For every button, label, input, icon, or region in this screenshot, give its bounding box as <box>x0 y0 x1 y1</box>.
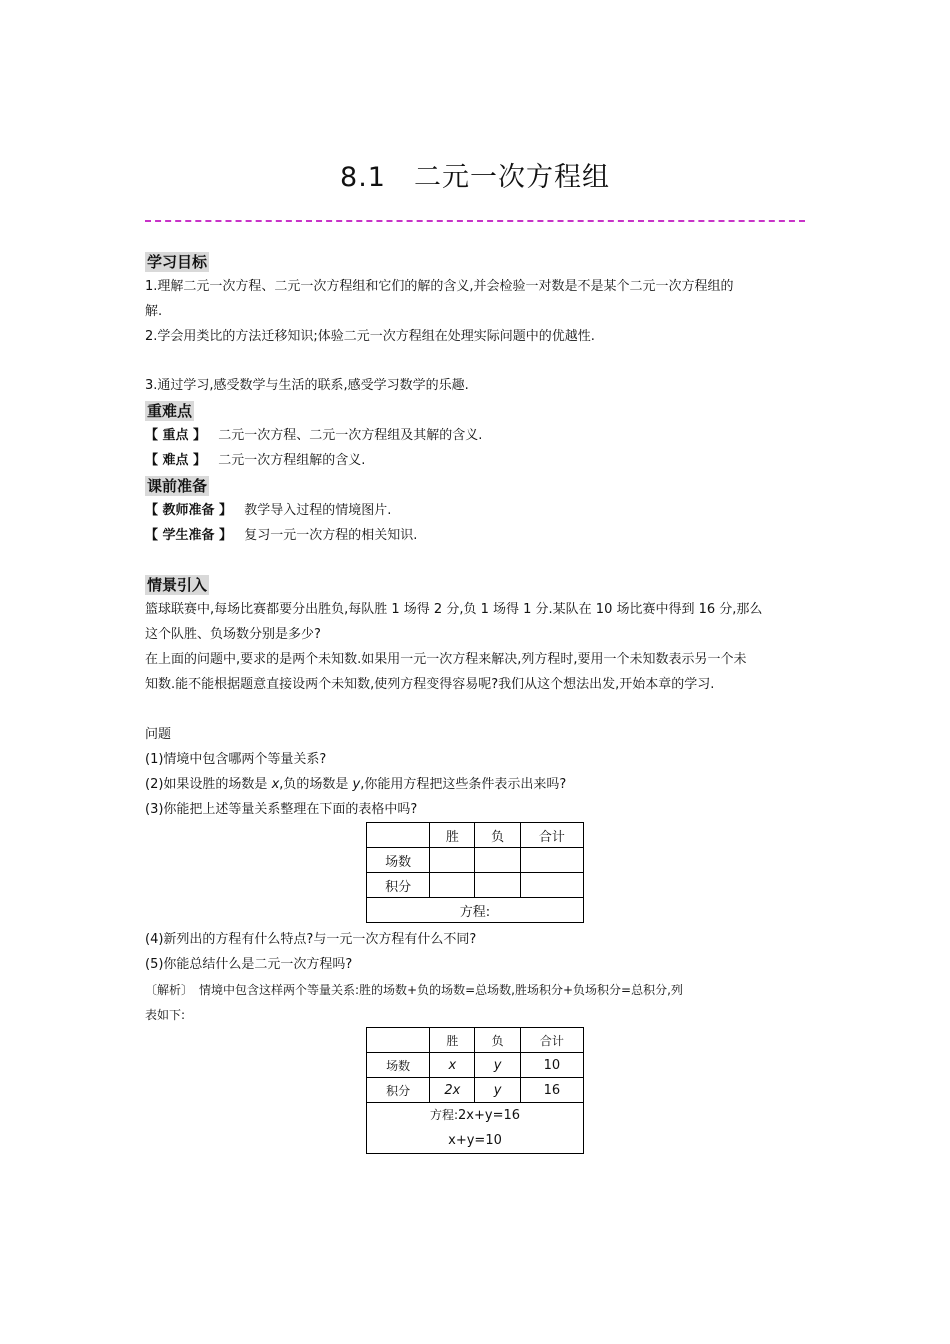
question-1: (1)情境中包含哪两个等量关系? <box>145 752 327 767</box>
question-5: (5)你能总结什么是二元一次方程吗? <box>145 957 353 972</box>
goal-line: 3.通过学习,感受数学与生活的联系,感受学习数学的乐趣. <box>145 378 469 393</box>
table-row <box>367 1103 584 1154</box>
teacher-prep-text: 教学导入过程的情境图片. <box>244 503 392 518</box>
teacher-prep-line <box>145 501 815 521</box>
question-2-part: (2)如果设胜的场数是 <box>145 777 272 792</box>
equation-2: x+y=10 <box>448 1133 502 1148</box>
table-cell <box>430 848 475 873</box>
section-heading-intro: 情景引入 <box>147 576 208 594</box>
cell-value: 2x <box>444 1082 461 1098</box>
table-header-cell: 胜 <box>430 823 475 848</box>
teacher-prep-label: 【 教师准备 】 <box>145 503 233 518</box>
question-4: (4)新列出的方程有什么特点?与一元一次方程有什么不同? <box>145 932 477 947</box>
table-header-cell: 胜 <box>430 1028 475 1053</box>
table-cell <box>430 1078 475 1103</box>
table-header-cell: 合计 <box>520 1028 583 1053</box>
equation-label: 方程: <box>429 1108 459 1122</box>
intro-line: 知数.能不能根据题意直接设两个未知数,使列方程变得容易呢?我们从这个想法出发,开始本章的学习. <box>145 677 715 692</box>
focus-label: 【 重点 】 <box>145 428 207 443</box>
table-cell <box>475 1078 520 1103</box>
table-footer: 方程: <box>367 898 584 923</box>
dashed-divider <box>145 220 805 222</box>
analysis-line: 表如下: <box>145 1008 186 1022</box>
table-row <box>367 898 584 923</box>
table-cell <box>475 848 520 873</box>
intro-line: 篮球联赛中,每场比赛都要分出胜负,每队胜 1 场得 2 分,负 1 场得 1 分.某队在 10 场比赛中得到 16 分,那么 <box>145 602 763 617</box>
table-cell <box>520 848 583 873</box>
table-row <box>367 1078 584 1103</box>
section-heading-key: 重难点 <box>147 402 193 420</box>
table-cell: 10 <box>520 1053 583 1078</box>
equation-text: 2x+y=16 <box>458 1108 521 1123</box>
goal-line: 解. <box>145 304 163 319</box>
analysis-line: 〔解析〕 情境中包含这样两个等量关系:胜的场数+负的场数=总场数,胜场积分+负场积分=总积分,列 <box>145 983 683 997</box>
question-heading: 问题 <box>145 727 172 742</box>
question-2 <box>145 775 815 795</box>
focus-line <box>145 426 815 446</box>
difficulty-line <box>145 451 815 471</box>
table-cell <box>475 873 520 898</box>
intro-line: 这个队胜、负场数分别是多少? <box>145 627 321 642</box>
question-2-part: ,负的场数是 <box>279 777 353 792</box>
table-header-cell: 负 <box>475 823 520 848</box>
table-header-cell <box>367 823 430 848</box>
var-y: y <box>352 777 361 792</box>
intro-line: 在上面的问题中,要求的是两个未知数.如果用一元一次方程来解决,列方程时,要用一个未知数表示另一个未 <box>145 652 747 667</box>
section-heading-goals: 学习目标 <box>147 253 208 271</box>
table-header-cell: 负 <box>475 1028 520 1053</box>
goal-line: 1.理解二元一次方程、二元一次方程组和它们的解的含义,并会检验一对数是不是某个二元一次方程组的 <box>145 279 734 294</box>
table-row-label: 场数 <box>367 1053 430 1078</box>
table-row-label: 积分 <box>367 873 430 898</box>
section-heading-prep: 课前准备 <box>147 477 208 495</box>
table-row <box>367 848 584 873</box>
goal-line: 2.学会用类比的方法迁移知识;体验二元一次方程组在处理实际问题中的优越性. <box>145 329 595 344</box>
student-prep-text: 复习一元一次方程的相关知识. <box>244 528 418 543</box>
student-prep-line <box>145 526 815 546</box>
table-row <box>367 1028 584 1053</box>
table-cell <box>475 1053 520 1078</box>
equation-1 <box>367 1103 583 1128</box>
focus-text: 二元一次方程、二元一次方程组及其解的含义. <box>218 428 483 443</box>
table-header-cell <box>367 1028 430 1053</box>
table-cell: 16 <box>520 1078 583 1103</box>
table-row-label: 积分 <box>367 1078 430 1103</box>
difficulty-text: 二元一次方程组解的含义. <box>218 453 366 468</box>
page-title: 8.1 二元一次方程组 <box>340 162 610 193</box>
blank-table <box>366 822 584 923</box>
difficulty-label: 【 难点 】 <box>145 453 207 468</box>
table-cell <box>430 1053 475 1078</box>
cell-value: y <box>493 1057 502 1073</box>
table-row <box>367 873 584 898</box>
var-x: x <box>271 777 280 792</box>
table-footer <box>367 1103 584 1154</box>
table-header-cell: 合计 <box>520 823 583 848</box>
table-row <box>367 823 584 848</box>
table-cell <box>520 873 583 898</box>
cell-value: x <box>448 1057 457 1073</box>
student-prep-label: 【 学生准备 】 <box>145 528 233 543</box>
cell-value: y <box>493 1082 502 1098</box>
question-3: (3)你能把上述等量关系整理在下面的表格中吗? <box>145 802 418 817</box>
table-row <box>367 1053 584 1078</box>
question-2-part: ,你能用方程把这些条件表示出来吗? <box>360 777 567 792</box>
table-cell <box>430 873 475 898</box>
table-row-label: 场数 <box>367 848 430 873</box>
answer-table <box>366 1027 584 1154</box>
